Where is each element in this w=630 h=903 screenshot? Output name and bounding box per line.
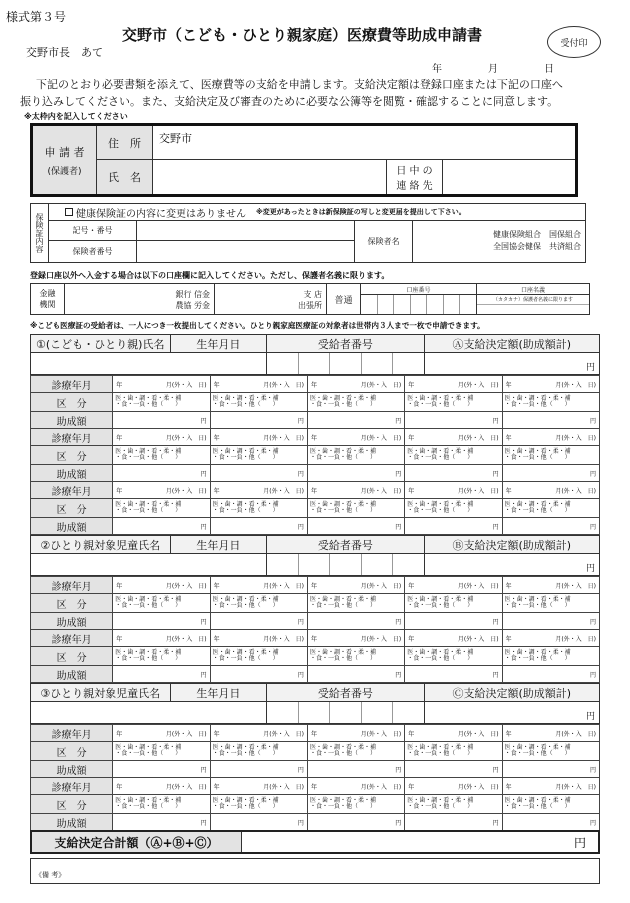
section-name-label: ①(こども・ひとり親)氏名	[31, 335, 171, 352]
amount-cell[interactable]: 円	[113, 666, 210, 683]
amount-cell[interactable]: 円	[307, 814, 404, 831]
month-cell[interactable]: 年 月(外・入 日)	[502, 725, 599, 742]
form-number: 様式第３号	[6, 10, 67, 24]
recipient-number-label: 受給者番号	[267, 536, 424, 553]
category-cell[interactable]: 医・歯・調・看・柔・補 ・食・一負・他（ ）	[307, 446, 404, 465]
decision-amount-label: Ⓒ支給決定額(助成額計)	[452, 686, 572, 700]
amount-cell[interactable]: 円	[502, 518, 599, 535]
category-row	[31, 647, 600, 666]
category-cell[interactable]: 医・歯・調・看・柔・補 ・食・一負・他（ ）	[113, 795, 210, 814]
symbol-number-label: 記号・番号	[49, 221, 137, 241]
amount-label: 助成額	[31, 613, 113, 630]
category-label: 区 分	[31, 647, 113, 666]
amount-cell[interactable]: 円	[502, 814, 599, 831]
month-cell[interactable]: 年 月(外・入 日)	[210, 429, 307, 446]
month-cell[interactable]: 年 月(外・入 日)	[405, 376, 502, 393]
month-cell[interactable]: 年 月(外・入 日)	[405, 630, 502, 647]
amount-cell[interactable]: 円	[210, 761, 307, 778]
symbol-number-field[interactable]	[137, 221, 355, 241]
recipient-note: ※こども医療証の受給者は、一人につき一枚提出してください。ひとり親家庭医療証の対象者は世帯内３人まで一枚で申請できます。	[30, 321, 485, 330]
month-cell[interactable]: 年 月(外・入 日)	[502, 577, 599, 594]
category-label: 区 分	[31, 499, 113, 518]
birth-label: 生年月日	[171, 335, 268, 352]
amount-cell[interactable]: 円	[210, 465, 307, 482]
category-cell[interactable]: 医・歯・調・看・柔・補 ・食・一負・他（ ）	[307, 742, 404, 761]
amount-cell[interactable]: 円	[210, 666, 307, 683]
month-cell[interactable]: 年 月(外・入 日)	[113, 630, 210, 647]
daytime-contact-label: 日 中 の 連 絡 先	[387, 160, 443, 194]
child-name-field[interactable]	[31, 353, 267, 374]
month-cell[interactable]: 年 月(外・入 日)	[405, 429, 502, 446]
bank-note: 登録口座以外へ入金する場合は以下の口座欄に記入してください。ただし、保護者名義に限ります。	[30, 271, 390, 280]
claims-table	[30, 375, 600, 535]
month-cell[interactable]: 年 月(外・入 日)	[210, 577, 307, 594]
month-label: 診療年月	[31, 778, 113, 795]
daytime-contact-field[interactable]	[443, 160, 575, 194]
category-cell[interactable]: 医・歯・調・看・柔・補 ・食・一負・他（ ）	[405, 594, 502, 613]
category-label: 区 分	[31, 393, 113, 412]
month-cell[interactable]: 年 月(外・入 日)	[405, 577, 502, 594]
category-row	[31, 393, 600, 412]
insurer-number-label: 保険者番号	[49, 241, 137, 262]
category-cell[interactable]: 医・歯・調・看・柔・補 ・食・一負・他（ ）	[405, 647, 502, 666]
category-cell[interactable]: 医・歯・調・看・柔・補 ・食・一負・他（ ）	[210, 393, 307, 412]
amount-row	[31, 814, 600, 831]
amount-cell[interactable]: 円	[502, 761, 599, 778]
amount-cell[interactable]: 円	[113, 465, 210, 482]
category-cell[interactable]: 医・歯・調・看・柔・補 ・食・一負・他（ ）	[210, 795, 307, 814]
amount-label: 助成額	[31, 666, 113, 683]
bold-frame-note: ※太枠内を記入してください	[24, 112, 128, 121]
addressee: 交野市長 あて	[26, 46, 103, 59]
month-cell[interactable]: 年 月(外・入 日)	[113, 725, 210, 742]
month-row	[31, 630, 600, 647]
amount-cell[interactable]: 円	[502, 613, 599, 630]
category-cell[interactable]: 医・歯・調・看・柔・補 ・食・一負・他（ ）	[210, 446, 307, 465]
amount-cell[interactable]: 円	[405, 412, 502, 429]
amount-cell[interactable]: 円	[405, 518, 502, 535]
month-cell[interactable]: 年 月(外・入 日)	[307, 630, 404, 647]
amount-row	[31, 613, 600, 630]
month-cell[interactable]: 年 月(外・入 日)	[405, 725, 502, 742]
account-type[interactable]: 普通	[327, 284, 361, 314]
month-label: 診療年月	[31, 376, 113, 393]
category-cell[interactable]: 医・歯・調・看・柔・補 ・食・一負・他（ ）	[307, 499, 404, 518]
branch-field[interactable]: 支 店 出張所	[215, 284, 327, 314]
month-row	[31, 725, 600, 742]
category-cell[interactable]: 医・歯・調・看・柔・補 ・食・一負・他（ ）	[405, 393, 502, 412]
category-label: 区 分	[31, 594, 113, 613]
month-cell[interactable]: 年 月(外・入 日)	[210, 778, 307, 795]
child-name-field[interactable]	[31, 702, 267, 723]
amount-cell[interactable]: 円	[210, 814, 307, 831]
month-row	[31, 429, 600, 446]
category-row	[31, 795, 600, 814]
month-cell[interactable]: 年 月(外・入 日)	[113, 376, 210, 393]
month-cell[interactable]: 年 月(外・入 日)	[502, 376, 599, 393]
insurer-name-label: 保険者名	[355, 221, 413, 262]
month-label: 診療年月	[31, 577, 113, 594]
section-3	[30, 683, 600, 831]
recipient-number-label: 受給者番号	[267, 335, 424, 352]
category-row	[31, 446, 600, 465]
amount-cell[interactable]: 円	[113, 761, 210, 778]
address-field[interactable]: 交野市	[153, 126, 575, 160]
insurer-type-options[interactable]: 健康保険組合 国保組合 全国協会健保 共済組合	[493, 230, 581, 251]
amount-cell[interactable]: 円	[502, 465, 599, 482]
amount-label: 助成額	[31, 518, 113, 535]
section-name-label: ③ひとり親対象児童氏名	[31, 684, 171, 701]
amount-label: 助成額	[31, 814, 113, 831]
amount-cell[interactable]: 円	[113, 518, 210, 535]
applicant-label: 申 請 者 (保護者)	[33, 126, 97, 194]
recipient-number-field[interactable]	[267, 554, 424, 575]
amount-cell[interactable]: 円	[113, 613, 210, 630]
month-cell[interactable]: 年 月(外・入 日)	[210, 725, 307, 742]
amount-cell[interactable]: 円	[113, 814, 210, 831]
amount-cell[interactable]: 円	[502, 666, 599, 683]
amount-row	[31, 412, 600, 429]
amount-row	[31, 761, 600, 778]
month-cell[interactable]: 年 月(外・入 日)	[113, 429, 210, 446]
amount-cell[interactable]: 円	[502, 412, 599, 429]
change-note: ※変更があったときは新保険証の写しと変更届を提出して下さい。	[256, 208, 466, 216]
month-cell[interactable]: 年 月(外・入 日)	[210, 482, 307, 499]
total-label: 支給決定合計額（Ⓐ+Ⓑ+Ⓒ）	[32, 832, 242, 852]
name-field[interactable]	[153, 160, 387, 194]
category-cell[interactable]: 医・歯・調・看・柔・補 ・食・一負・他（ ）	[113, 499, 210, 518]
month-row	[31, 778, 600, 795]
recipient-number-field[interactable]	[267, 702, 424, 723]
birth-label: 生年月日	[171, 684, 268, 701]
month-cell[interactable]: 年 月(外・入 日)	[502, 429, 599, 446]
month-cell[interactable]: 年 月(外・入 日)	[210, 376, 307, 393]
month-label: 診療年月	[31, 725, 113, 742]
category-cell[interactable]: 医・歯・調・看・柔・補 ・食・一負・他（ ）	[210, 742, 307, 761]
insurance-side-label: 保険証内容	[31, 204, 49, 262]
amount-cell[interactable]: 円	[405, 465, 502, 482]
category-cell[interactable]: 医・歯・調・看・柔・補 ・食・一負・他（ ）	[113, 594, 210, 613]
category-cell[interactable]: 医・歯・調・看・柔・補 ・食・一負・他（ ）	[502, 795, 599, 814]
category-cell[interactable]: 医・歯・調・看・柔・補 ・食・一負・他（ ）	[502, 647, 599, 666]
section-2	[30, 535, 600, 683]
intro-line-1: 下記のとおり必要書類を添えて、医療費等の支給を申請します。支給決定額は登録口座または下記の口座へ	[36, 78, 563, 91]
category-cell[interactable]: 医・歯・調・看・柔・補 ・食・一負・他（ ）	[113, 446, 210, 465]
amount-label: 助成額	[31, 465, 113, 482]
amount-cell[interactable]: 円	[405, 666, 502, 683]
child-name-field[interactable]	[31, 554, 267, 575]
page-title: 交野市（こども・ひとり親家庭）医療費等助成申請書	[122, 26, 483, 44]
month-cell[interactable]: 年 月(外・入 日)	[113, 482, 210, 499]
month-label: 診療年月	[31, 429, 113, 446]
month-cell[interactable]: 年 月(外・入 日)	[307, 376, 404, 393]
category-row	[31, 742, 600, 761]
amount-cell[interactable]: 円	[210, 613, 307, 630]
institution-label: 金融 機関	[31, 284, 65, 314]
month-cell[interactable]: 年 月(外・入 日)	[502, 778, 599, 795]
section-name-label: ②ひとり親対象児童氏名	[31, 536, 171, 553]
intro-line-2: 振り込みしてください。また、支給決定及び審査のために必要な公簿等を閲覧・確認することに同意します。	[20, 95, 559, 108]
amount-row	[31, 518, 600, 535]
month-cell[interactable]: 年 月(外・入 日)	[307, 577, 404, 594]
month-label: 診療年月	[31, 482, 113, 499]
total-box	[30, 830, 600, 854]
month-row	[31, 577, 600, 594]
month-cell[interactable]: 年 月(外・入 日)	[113, 778, 210, 795]
decision-amount-label: Ⓑ支給決定額(助成額計)	[452, 538, 572, 552]
amount-cell[interactable]: 円	[307, 666, 404, 683]
month-cell[interactable]: 年 月(外・入 日)	[405, 778, 502, 795]
category-cell[interactable]: 医・歯・調・看・柔・補 ・食・一負・他（ ）	[307, 594, 404, 613]
decision-amount-field[interactable]: 円	[585, 564, 595, 574]
amount-label: 助成額	[31, 761, 113, 778]
sections	[30, 334, 600, 831]
no-change-checkbox[interactable]	[65, 208, 73, 216]
remarks-box[interactable]	[30, 858, 600, 884]
amount-cell[interactable]: 円	[307, 518, 404, 535]
amount-cell[interactable]: 円	[307, 613, 404, 630]
category-label: 区 分	[31, 742, 113, 761]
name-label: 氏 名	[97, 160, 153, 194]
category-cell[interactable]: 医・歯・調・看・柔・補 ・食・一負・他（ ）	[307, 795, 404, 814]
no-change-label: 健康保険証の内容に変更はありません	[76, 208, 246, 220]
month-cell[interactable]: 年 月(外・入 日)	[502, 482, 599, 499]
category-cell[interactable]: 医・歯・調・看・柔・補 ・食・一負・他（ ）	[502, 594, 599, 613]
month-cell[interactable]: 年 月(外・入 日)	[210, 630, 307, 647]
category-cell[interactable]: 医・歯・調・看・柔・補 ・食・一負・他（ ）	[405, 446, 502, 465]
category-cell[interactable]: 医・歯・調・看・柔・補 ・食・一負・他（ ）	[405, 795, 502, 814]
month-cell[interactable]: 年 月(外・入 日)	[307, 429, 404, 446]
decision-amount-field[interactable]: 円	[585, 712, 595, 722]
account-holder-field[interactable]: 口座名義 （カタカナ）保護者名義に限ります	[477, 284, 589, 314]
section-1	[30, 334, 600, 535]
account-number-field[interactable]: 口座番号	[361, 284, 477, 314]
category-row	[31, 594, 600, 613]
amount-cell[interactable]: 円	[405, 613, 502, 630]
address-label: 住 所	[97, 126, 153, 160]
category-cell[interactable]: 医・歯・調・看・柔・補 ・食・一負・他（ ）	[307, 647, 404, 666]
category-cell[interactable]: 医・歯・調・看・柔・補 ・食・一負・他（ ）	[405, 499, 502, 518]
amount-cell[interactable]: 円	[307, 465, 404, 482]
category-cell[interactable]: 医・歯・調・看・柔・補 ・食・一負・他（ ）	[502, 499, 599, 518]
amount-row	[31, 666, 600, 683]
amount-cell[interactable]: 円	[113, 412, 210, 429]
total-amount-field[interactable]: 円	[573, 835, 586, 850]
bank-name-field[interactable]: 銀行 信金 農協 労金	[65, 284, 215, 314]
category-cell[interactable]: 医・歯・調・看・柔・補 ・食・一負・他（ ）	[210, 499, 307, 518]
reception-stamp: 受付印	[547, 26, 601, 58]
category-cell[interactable]: 医・歯・調・看・柔・補 ・食・一負・他（ ）	[307, 393, 404, 412]
claims-table	[30, 576, 600, 683]
application-date[interactable]: 年 月 日	[432, 64, 554, 75]
amount-cell[interactable]: 円	[307, 761, 404, 778]
recipient-number-field[interactable]	[267, 353, 424, 374]
insurance-box	[30, 203, 586, 263]
month-label: 診療年月	[31, 630, 113, 647]
amount-cell[interactable]: 円	[405, 761, 502, 778]
decision-amount-label: Ⓐ支給決定額(助成額計)	[452, 337, 572, 351]
bank-box	[30, 283, 590, 315]
decision-amount-field[interactable]: 円	[585, 363, 595, 373]
category-cell[interactable]: 医・歯・調・看・柔・補 ・食・一負・他（ ）	[210, 647, 307, 666]
applicant-box	[30, 123, 578, 197]
remarks-label: 《備 考》	[35, 871, 66, 879]
insurer-number-field[interactable]	[137, 241, 355, 262]
month-cell[interactable]: 年 月(外・入 日)	[307, 725, 404, 742]
category-cell[interactable]: 医・歯・調・看・柔・補 ・食・一負・他（ ）	[502, 446, 599, 465]
amount-cell[interactable]: 円	[307, 412, 404, 429]
month-cell[interactable]: 年 月(外・入 日)	[405, 482, 502, 499]
recipient-number-label: 受給者番号	[267, 684, 424, 701]
category-cell[interactable]: 医・歯・調・看・柔・補 ・食・一負・他（ ）	[210, 594, 307, 613]
month-row	[31, 376, 600, 393]
claims-table	[30, 724, 600, 831]
month-row	[31, 482, 600, 499]
category-cell[interactable]: 医・歯・調・看・柔・補 ・食・一負・他（ ）	[502, 742, 599, 761]
category-cell[interactable]: 医・歯・調・看・柔・補 ・食・一負・他（ ）	[113, 742, 210, 761]
category-row	[31, 499, 600, 518]
category-cell[interactable]: 医・歯・調・看・柔・補 ・食・一負・他（ ）	[113, 393, 210, 412]
birth-label: 生年月日	[171, 536, 268, 553]
amount-label: 助成額	[31, 412, 113, 429]
amount-cell[interactable]: 円	[210, 412, 307, 429]
category-cell[interactable]: 医・歯・調・看・柔・補 ・食・一負・他（ ）	[405, 742, 502, 761]
month-cell[interactable]: 年 月(外・入 日)	[502, 630, 599, 647]
month-cell[interactable]: 年 月(外・入 日)	[113, 577, 210, 594]
category-cell[interactable]: 医・歯・調・看・柔・補 ・食・一負・他（ ）	[113, 647, 210, 666]
category-cell[interactable]: 医・歯・調・看・柔・補 ・食・一負・他（ ）	[502, 393, 599, 412]
category-label: 区 分	[31, 446, 113, 465]
amount-cell[interactable]: 円	[210, 518, 307, 535]
month-cell[interactable]: 年 月(外・入 日)	[307, 482, 404, 499]
amount-cell[interactable]: 円	[405, 814, 502, 831]
amount-row	[31, 465, 600, 482]
month-cell[interactable]: 年 月(外・入 日)	[307, 778, 404, 795]
category-label: 区 分	[31, 795, 113, 814]
